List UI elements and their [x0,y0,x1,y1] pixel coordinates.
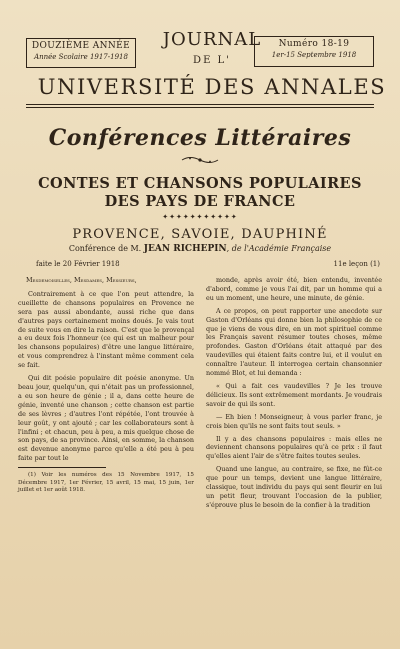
issue-date: 1er-15 Septembre 1918 [271,51,357,59]
masthead-rule [26,104,374,105]
right-column [206,276,382,514]
university-title: UNIVERSITÉ DES ANNALES [37,75,387,99]
journal-title: JOURNAL [162,29,262,50]
dateline [36,260,380,268]
dotted-ornament-icon: ✦✦✦✦✦✦✦✦✦✦✦ [162,213,238,221]
speaker-academy: , de l'Académie Française [226,244,332,253]
article-columns [12,276,388,514]
paragraph: monde, après avoir été, bien entendu, inventée d'abord, comme je vous l'ai dit, par un homme qui a eu un moment, une heure, une minute, de génie. [206,276,382,302]
speaker-name: JEAN RICHEPIN [143,244,227,254]
masthead [12,0,388,108]
masthead-rule-double [26,107,374,108]
paragraph: Quand une langue, au contraire, se fixe, ne fût-ce que pour un temps, devient une langue littéraire, classique, tout individu du pays qui sent fleurir en lui un petit fleur, trouvant l'occasion de la publier, s'éprouve plus le besoin de la confier à la tradition [206,465,382,509]
paragraph: — Eh bien ! Monseigneur, à vous parler franc, je crois bien qu'ils ne sont faits tout seuls. » [206,412,382,430]
year-label: DOUZIÈME ANNÉE [31,41,131,51]
paragraph: A ce propos, on peut rapporter une anecdote sur Gaston d'Orléans qui donne bien la philosophie de ce que je viens de vous dire, en un mot spirituel comme les Français savent résumer toutes choses, même profondes. Gaston d'Orléans était attaqué par des vaudevilles qui étaient faits contre lui, et il voulut en connaître l'auteur. Il interrogea certain chansonnier nommé Blot, et lui demanda : [206,306,382,378]
paragraph: Contrairement à ce que l'on peut attendre, la cueillette de chansons populaires en Provence ne sera pas aussi abondante, aussi riche que dans d'autres pays certainement moins doués. Je vais tout de suite vous en dire la raison. C'est que le provençal a eu deux fois l'honneur (ce qui est un malheur pour les chansons populaires) d'être une langue littéraire, et vous comprendrez à l'instant même comment cela se fait. [18,289,194,370]
issue-number: Numéro 18-19 [278,39,350,49]
paragraph: Il y a des chansons populaires : mais elles ne deviennent chansons populaires qu'à ce prix : il faut qu'elles aient l'air de s'être faites toutes seules. [206,434,382,461]
lecture-title-line1: CONTES ET CHANSONS POPULAIRES [38,175,362,192]
section-title: Conférences Littéraires [48,125,352,151]
floral-ornament-icon [180,155,220,165]
speaker-line [12,244,388,254]
school-year-label: Année Scolaire 1917-1918 [34,53,128,61]
speaker-prefix: Conférence de M. [68,244,142,253]
footnote-rule [18,467,106,468]
salutation: Mesdemoiselles, Mesdames, Messieurs, [26,276,137,284]
paragraph: Qui dit poésie populaire dit poésie anonyme. Un beau jour, quelqu'un, qui n'était pas un professionnel, a eu son heure de génie ; il a, dans cette heure de génie, inventé une chanson ; cette chanson est partie de ses lèvres ; d'autres l'ont répétée, l'ont trouvée à leur goût, y ont ajouté ; car les collaborateurs sont à l'infini ; et chacun, peu à peu, a mis quelque chose de son pays, de sa province. Ainsi, en somme, la chanson est devenue anonyme parce qu'elle a été peu à peu faite par tout le [18,374,194,463]
lesson-number: 11e leçon (1) [333,260,380,268]
footnote: (1) Voir les numéros des 15 Novembre 1917, 15 Décembre 1917, 1er Février, 15 avril, 15 mai, 15 juin, 1er juillet et 1er août 1918. [18,472,194,493]
left-column [18,276,194,514]
lecture-date: faite le 20 Février 1918 [36,260,120,268]
issue-box [254,36,374,67]
lecture-title [12,175,388,211]
journal-de: DE L' [193,55,231,66]
lecture-title-line2: DES PAYS DE FRANCE [104,193,296,210]
paragraph: « Qui a fait ces vaudevilles ? Je les trouve délicieux. Ils sont extrêmement mordants. Je voudrais savoir de qui ils sont. [206,381,382,408]
regions-heading: PROVENCE, SAVOIE, DAUPHINÉ [72,227,328,242]
